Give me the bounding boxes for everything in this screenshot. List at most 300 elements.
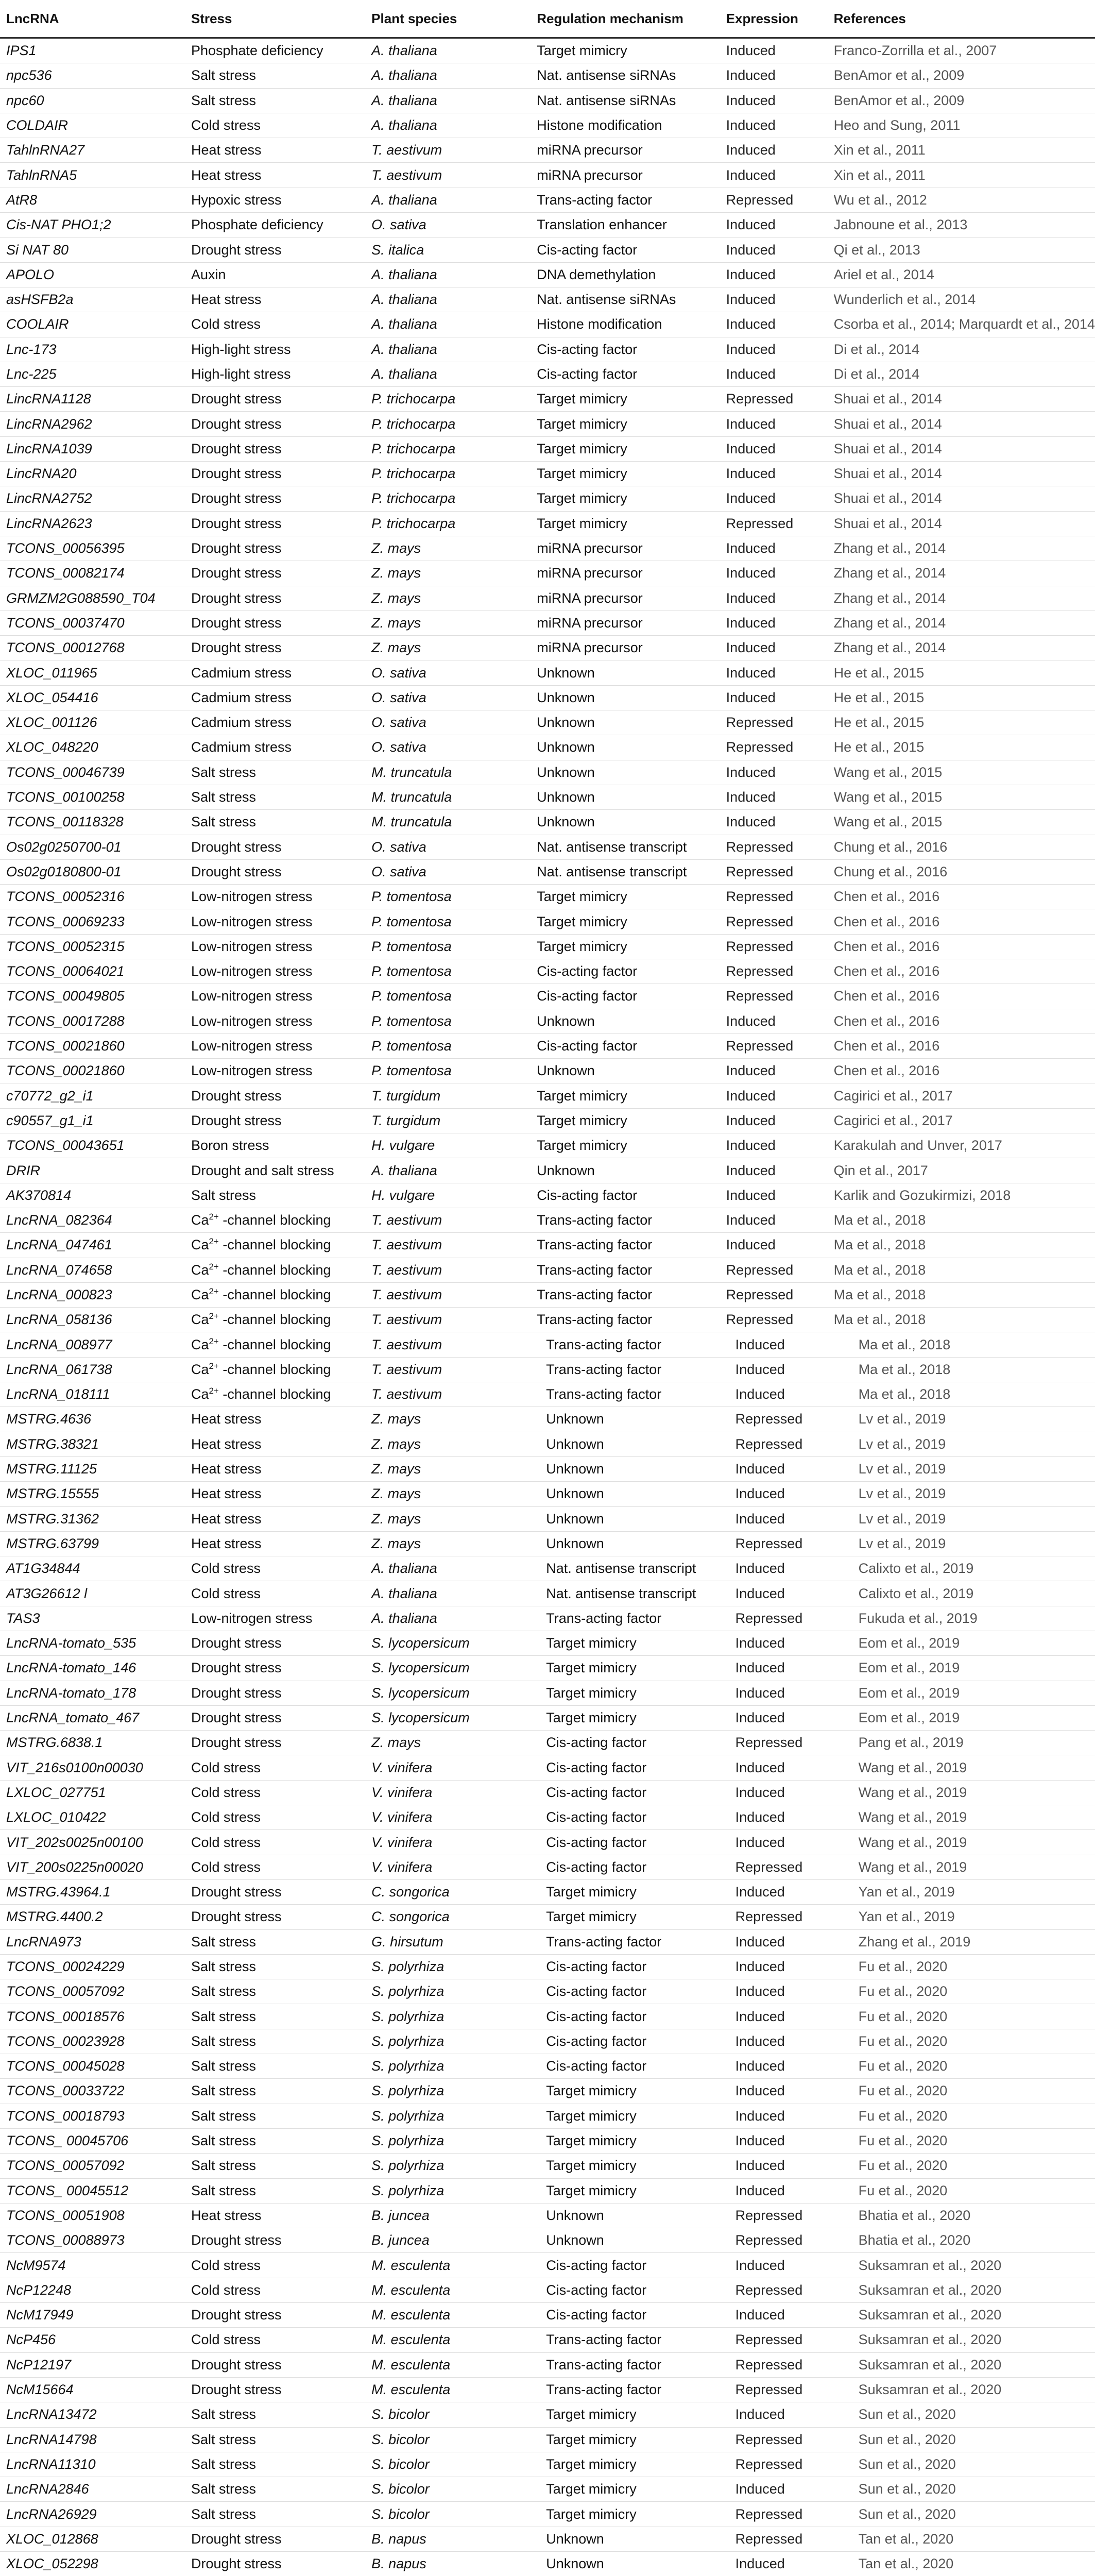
cell-expression: Induced (720, 1979, 828, 2004)
cell-plant-species: S. lycopersicum (365, 1705, 531, 1730)
cell-reference: BenAmor et al., 2009 (828, 88, 1095, 113)
table-row (0, 1482, 1095, 1506)
table-row (0, 2527, 1095, 2551)
cell-plant-species: A. thaliana (365, 262, 531, 287)
cell-expression: Induced (720, 1158, 828, 1183)
table-row (0, 163, 1095, 188)
cell-regulation-mechanism: Unknown (531, 685, 720, 710)
cell-lncrna: TCONS_00057092 (0, 2154, 185, 2178)
cell-regulation-mechanism: Cis-acting factor (531, 2278, 720, 2302)
cell-stress: Salt stress (185, 1929, 365, 1954)
cell-lncrna: AT3G26612 l (0, 1581, 185, 1606)
table-row (0, 312, 1095, 337)
cell-reference: Shuai et al., 2014 (828, 511, 1095, 536)
cell-stress: Cadmium stress (185, 735, 365, 760)
table-row (0, 859, 1095, 884)
cell-stress: Salt stress (185, 63, 365, 88)
cell-reference: Chung et al., 2016 (828, 859, 1095, 884)
cell-stress: Drought stress (185, 835, 365, 859)
cell-stress: $Ca^{2+}$ -channel blocking (185, 1233, 365, 1258)
cell-reference: Wunderlich et al., 2014 (828, 287, 1095, 312)
cell-plant-species: M. truncatula (365, 760, 531, 785)
cell-expression: Induced (720, 2178, 828, 2203)
cell-expression: Repressed (720, 1258, 828, 1282)
cell-expression: Induced (720, 1631, 828, 1656)
cell-lncrna: DRIR (0, 1158, 185, 1183)
cell-reference: Franco-Zorrilla et al., 2007 (828, 38, 1095, 63)
cell-lncrna: LncRNA11310 (0, 2452, 185, 2477)
table-row (0, 1183, 1095, 1208)
cell-stress: Drought stress (185, 1705, 365, 1730)
cell-lncrna: LncRNA-tomato_535 (0, 1631, 185, 1656)
cell-stress: Salt stress (185, 2452, 365, 2477)
cell-plant-species: S. lycopersicum (365, 1656, 531, 1681)
cell-stress: Heat stress (185, 287, 365, 312)
cell-expression: Induced (720, 1556, 828, 1581)
cell-regulation-mechanism: Target mimicry (531, 38, 720, 63)
cell-reference: Jabnoune et al., 2013 (828, 213, 1095, 238)
cell-plant-species: P. tomentosa (365, 959, 531, 984)
cell-expression: Repressed (720, 2278, 828, 2302)
cell-plant-species: Z. mays (365, 611, 531, 635)
cell-expression: Repressed (720, 1407, 828, 1432)
cell-expression: Induced (720, 1681, 828, 1705)
cell-stress: Phosphate deficiency (185, 213, 365, 238)
table-row (0, 1905, 1095, 1929)
cell-reference: Ma et al., 2018 (828, 1233, 1095, 1258)
cell-reference: Bhatia et al., 2020 (828, 2203, 1095, 2228)
cell-stress: Drought stress (185, 462, 365, 486)
cell-stress: Heat stress (185, 138, 365, 163)
cell-expression: Induced (720, 1332, 828, 1357)
cell-lncrna: npc536 (0, 63, 185, 88)
table-row (0, 362, 1095, 386)
cell-lncrna: LncRNA-tomato_178 (0, 1681, 185, 1705)
cell-expression: Repressed (720, 934, 828, 959)
cell-expression: Induced (720, 163, 828, 188)
cell-lncrna: TCONS_00018793 (0, 2104, 185, 2128)
cell-lncrna: MSTRG.31362 (0, 1506, 185, 1531)
table-row (0, 1979, 1095, 2004)
cell-lncrna: Os02g0250700-01 (0, 835, 185, 859)
cell-stress: Drought stress (185, 2303, 365, 2328)
cell-expression: Repressed (720, 885, 828, 909)
cell-stress: Low-nitrogen stress (185, 885, 365, 909)
table-row (0, 1506, 1095, 1531)
cell-plant-species: G. hirsutum (365, 1929, 531, 1954)
cell-plant-species: M. esculenta (365, 2303, 531, 2328)
cell-stress: Cold stress (185, 1830, 365, 1855)
cell-lncrna: XLOC_052298 (0, 2551, 185, 2576)
cell-reference: Fu et al., 2020 (828, 2178, 1095, 2203)
table-row (0, 462, 1095, 486)
cell-lncrna: TCONS_00021860 (0, 1033, 185, 1058)
cell-expression: Repressed (720, 1531, 828, 1556)
cell-plant-species: P. tomentosa (365, 909, 531, 934)
cell-expression: Induced (720, 586, 828, 611)
cell-reference: Chen et al., 2016 (828, 959, 1095, 984)
cell-plant-species: B. juncea (365, 2228, 531, 2253)
cell-plant-species: O. sativa (365, 660, 531, 685)
cell-regulation-mechanism: Nat. antisense transcript (531, 859, 720, 884)
cell-reference: Fukuda et al., 2019 (828, 1606, 1095, 1631)
table-row (0, 2402, 1095, 2427)
cell-expression: Induced (720, 88, 828, 113)
cell-expression: Repressed (720, 2377, 828, 2402)
cell-lncrna: TCONS_00024229 (0, 1954, 185, 1979)
cell-plant-species: A. thaliana (365, 287, 531, 312)
cell-reference: Tan et al., 2020 (828, 2551, 1095, 2576)
cell-stress: Salt stress (185, 2104, 365, 2128)
cell-lncrna: TCONS_00082174 (0, 561, 185, 586)
table-row (0, 1432, 1095, 1456)
cell-stress: Salt stress (185, 785, 365, 809)
cell-reference: Yan et al., 2019 (828, 1905, 1095, 1929)
cell-regulation-mechanism: Nat. antisense transcript (531, 1556, 720, 1581)
cell-expression: Induced (720, 2477, 828, 2502)
cell-reference: Suksamran et al., 2020 (828, 2328, 1095, 2352)
cell-reference: Sun et al., 2020 (828, 2427, 1095, 2452)
cell-plant-species: S. polyrhiza (365, 2054, 531, 2079)
cell-plant-species: C. songorica (365, 1879, 531, 1904)
cell-lncrna: TCONS_00046739 (0, 760, 185, 785)
cell-regulation-mechanism: Target mimicry (531, 2178, 720, 2203)
cell-stress: Low-nitrogen stress (185, 959, 365, 984)
cell-regulation-mechanism: Nat. antisense siRNAs (531, 88, 720, 113)
cell-regulation-mechanism: Cis-acting factor (531, 984, 720, 1009)
table-row (0, 2128, 1095, 2153)
table-row (0, 387, 1095, 412)
table-row (0, 1456, 1095, 1481)
cell-plant-species: Z. mays (365, 1407, 531, 1432)
cell-plant-species: P. trichocarpa (365, 486, 531, 511)
cell-stress: Drought stress (185, 561, 365, 586)
cell-expression: Induced (720, 785, 828, 809)
cell-plant-species: O. sativa (365, 835, 531, 859)
cell-reference: Xin et al., 2011 (828, 138, 1095, 163)
cell-reference: Wu et al., 2012 (828, 188, 1095, 212)
cell-lncrna: XLOC_001126 (0, 710, 185, 735)
table-row (0, 2004, 1095, 2029)
cell-stress: Cold stress (185, 1755, 365, 1780)
table-row (0, 810, 1095, 835)
cell-regulation-mechanism: Target mimicry (531, 436, 720, 461)
cell-plant-species: M. esculenta (365, 2352, 531, 2377)
cell-lncrna: LincRNA2962 (0, 412, 185, 436)
cell-reference: He et al., 2015 (828, 735, 1095, 760)
cell-regulation-mechanism: Unknown (531, 2527, 720, 2551)
cell-reference: He et al., 2015 (828, 685, 1095, 710)
cell-stress: Salt stress (185, 2128, 365, 2153)
cell-reference: Zhang et al., 2014 (828, 611, 1095, 635)
cell-lncrna: TCONS_00037470 (0, 611, 185, 635)
cell-lncrna: IPS1 (0, 38, 185, 63)
cell-stress: Drought stress (185, 586, 365, 611)
cell-regulation-mechanism: DNA demethylation (531, 262, 720, 287)
cell-plant-species: Z. mays (365, 586, 531, 611)
cell-reference: Pang et al., 2019 (828, 1731, 1095, 1755)
table-row (0, 2104, 1095, 2128)
cell-stress: Drought stress (185, 1905, 365, 1929)
cell-lncrna: TCONS_00043651 (0, 1133, 185, 1158)
cell-lncrna: TahlnRNA27 (0, 138, 185, 163)
cell-plant-species: S. bicolor (365, 2477, 531, 2502)
cell-reference: Fu et al., 2020 (828, 2128, 1095, 2153)
cell-stress: Cold stress (185, 1556, 365, 1581)
table-row (0, 486, 1095, 511)
cell-expression: Induced (720, 2079, 828, 2104)
cell-expression: Induced (720, 2253, 828, 2278)
table-row (0, 1009, 1095, 1033)
cell-expression: Induced (720, 486, 828, 511)
cell-regulation-mechanism: Cis-acting factor (531, 2029, 720, 2054)
cell-expression: Induced (720, 1208, 828, 1232)
cell-expression: Induced (720, 2154, 828, 2178)
cell-plant-species: Z. mays (365, 561, 531, 586)
cell-expression: Repressed (720, 2203, 828, 2228)
table-row (0, 1581, 1095, 1606)
cell-regulation-mechanism: Target mimicry (531, 462, 720, 486)
cell-regulation-mechanism: Cis-acting factor (531, 1979, 720, 2004)
cell-lncrna: Si NAT 80 (0, 238, 185, 262)
cell-lncrna: MSTRG.15555 (0, 1482, 185, 1506)
cell-stress: Drought stress (185, 1879, 365, 1904)
cell-expression: Induced (720, 1382, 828, 1407)
cell-regulation-mechanism: Target mimicry (531, 1631, 720, 1656)
cell-stress: Salt stress (185, 2154, 365, 2178)
cell-expression: Repressed (720, 1855, 828, 1879)
cell-reference: Fu et al., 2020 (828, 2029, 1095, 2054)
cell-reference: Ma et al., 2018 (828, 1357, 1095, 1382)
cell-regulation-mechanism: Target mimicry (531, 2502, 720, 2527)
cell-expression: Induced (720, 2551, 828, 2576)
cell-regulation-mechanism: Trans-acting factor (531, 1929, 720, 1954)
cell-regulation-mechanism: Target mimicry (531, 1705, 720, 1730)
cell-regulation-mechanism: Cis-acting factor (531, 337, 720, 362)
cell-reference: Shuai et al., 2014 (828, 412, 1095, 436)
cell-regulation-mechanism: Unknown (531, 810, 720, 835)
cell-stress: Heat stress (185, 1407, 365, 1432)
cell-expression: Induced (720, 213, 828, 238)
cell-reference: Chung et al., 2016 (828, 835, 1095, 859)
cell-lncrna: c90557_g1_i1 (0, 1108, 185, 1133)
cell-plant-species: T. aestivum (365, 1208, 531, 1232)
cell-expression: Induced (720, 536, 828, 561)
cell-plant-species: T. aestivum (365, 1357, 531, 1382)
cell-reference: Shuai et al., 2014 (828, 387, 1095, 412)
cell-stress: $Ca^{2+}$ -channel blocking (185, 1332, 365, 1357)
table-row (0, 2427, 1095, 2452)
cell-plant-species: B. napus (365, 2551, 531, 2576)
table-row (0, 63, 1095, 88)
cell-expression: Repressed (720, 1905, 828, 1929)
cell-expression: Repressed (720, 835, 828, 859)
table-row (0, 735, 1095, 760)
cell-expression: Induced (720, 63, 828, 88)
cell-lncrna: LncRNA14798 (0, 2427, 185, 2452)
cell-reference: Qin et al., 2017 (828, 1158, 1095, 1183)
table-row (0, 2328, 1095, 2352)
cell-lncrna: LncRNA_000823 (0, 1282, 185, 1307)
cell-expression: Repressed (720, 511, 828, 536)
cell-stress: $Ca^{2+}$ -channel blocking (185, 1258, 365, 1282)
table-row (0, 1606, 1095, 1631)
cell-reference: Shuai et al., 2014 (828, 436, 1095, 461)
cell-reference: Ma et al., 2018 (828, 1208, 1095, 1232)
cell-plant-species: A. thaliana (365, 38, 531, 63)
cell-plant-species: S. bicolor (365, 2402, 531, 2427)
cell-lncrna: NcP12248 (0, 2278, 185, 2302)
cell-plant-species: S. polyrhiza (365, 2079, 531, 2104)
table-row (0, 337, 1095, 362)
table-row (0, 2203, 1095, 2228)
cell-regulation-mechanism: Unknown (531, 660, 720, 685)
cell-regulation-mechanism: Target mimicry (531, 2104, 720, 2128)
cell-plant-species: S. polyrhiza (365, 2029, 531, 2054)
cell-lncrna: LincRNA20 (0, 462, 185, 486)
cell-reference: Chen et al., 2016 (828, 885, 1095, 909)
cell-expression: Induced (720, 2104, 828, 2128)
cell-expression: Induced (720, 1183, 828, 1208)
cell-regulation-mechanism: Unknown (531, 1158, 720, 1183)
cell-reference: Zhang et al., 2019 (828, 1929, 1095, 1954)
cell-stress: Cold stress (185, 1855, 365, 1879)
cell-expression: Repressed (720, 1731, 828, 1755)
cell-expression: Induced (720, 1929, 828, 1954)
table-row (0, 1780, 1095, 1805)
cell-plant-species: T. aestivum (365, 163, 531, 188)
cell-regulation-mechanism: Cis-acting factor (531, 1033, 720, 1058)
cell-plant-species: S. polyrhiza (365, 2178, 531, 2203)
cell-expression: Repressed (720, 2352, 828, 2377)
cell-expression: Induced (720, 312, 828, 337)
cell-expression: Induced (720, 2054, 828, 2079)
cell-reference: Cagirici et al., 2017 (828, 1108, 1095, 1133)
cell-expression: Induced (720, 1879, 828, 1904)
header-plant-species: Plant species (365, 0, 531, 38)
cell-plant-species: S. polyrhiza (365, 1954, 531, 1979)
cell-stress: Salt stress (185, 1183, 365, 1208)
cell-plant-species: A. thaliana (365, 337, 531, 362)
cell-reference: Eom et al., 2019 (828, 1681, 1095, 1705)
cell-expression: Induced (720, 1780, 828, 1805)
cell-plant-species: O. sativa (365, 735, 531, 760)
cell-stress: Drought stress (185, 1731, 365, 1755)
cell-regulation-mechanism: Cis-acting factor (531, 2004, 720, 2029)
cell-expression: Repressed (720, 859, 828, 884)
cell-stress: Low-nitrogen stress (185, 1009, 365, 1033)
cell-plant-species: S. polyrhiza (365, 2104, 531, 2128)
cell-regulation-mechanism: Target mimicry (531, 2079, 720, 2104)
cell-reference: Suksamran et al., 2020 (828, 2352, 1095, 2377)
cell-plant-species: P. trichocarpa (365, 387, 531, 412)
table-row (0, 536, 1095, 561)
cell-regulation-mechanism: Trans-acting factor (531, 188, 720, 212)
cell-plant-species: P. tomentosa (365, 885, 531, 909)
cell-expression: Induced (720, 1456, 828, 1481)
cell-regulation-mechanism: Trans-acting factor (531, 1332, 720, 1357)
cell-lncrna: TCONS_00052315 (0, 934, 185, 959)
cell-stress: Heat stress (185, 1482, 365, 1506)
cell-reference: Suksamran et al., 2020 (828, 2377, 1095, 2402)
cell-regulation-mechanism: Histone modification (531, 312, 720, 337)
cell-plant-species: P. trichocarpa (365, 462, 531, 486)
cell-lncrna: asHSFB2a (0, 287, 185, 312)
cell-lncrna: LncRNA_058136 (0, 1308, 185, 1332)
cell-lncrna: TCONS_00023928 (0, 2029, 185, 2054)
cell-reference: Lv et al., 2019 (828, 1482, 1095, 1506)
cell-stress: High-light stress (185, 337, 365, 362)
cell-stress: Cold stress (185, 1581, 365, 1606)
cell-expression: Repressed (720, 2452, 828, 2477)
cell-stress: Drought stress (185, 387, 365, 412)
cell-regulation-mechanism: miRNA precursor (531, 138, 720, 163)
cell-stress: $Ca^{2+}$ -channel blocking (185, 1282, 365, 1307)
cell-stress: Salt stress (185, 2427, 365, 2452)
cell-expression: Induced (720, 287, 828, 312)
cell-plant-species: S. bicolor (365, 2502, 531, 2527)
table-row (0, 2178, 1095, 2203)
table-row (0, 1308, 1095, 1332)
cell-plant-species: S. italica (365, 238, 531, 262)
table-row (0, 511, 1095, 536)
table-row (0, 436, 1095, 461)
cell-regulation-mechanism: Target mimicry (531, 2477, 720, 2502)
cell-expression: Repressed (720, 2527, 828, 2551)
cell-reference: Zhang et al., 2014 (828, 586, 1095, 611)
cell-reference: Csorba et al., 2014; Marquardt et al., 2014 (828, 312, 1095, 337)
table-row (0, 1158, 1095, 1183)
cell-lncrna: TCONS_00100258 (0, 785, 185, 809)
cell-lncrna: LncRNA_082364 (0, 1208, 185, 1232)
table-row (0, 1059, 1095, 1083)
table-row (0, 38, 1095, 63)
table-row (0, 2278, 1095, 2302)
cell-stress: Low-nitrogen stress (185, 934, 365, 959)
cell-plant-species: P. tomentosa (365, 1059, 531, 1083)
cell-regulation-mechanism: Target mimicry (531, 1133, 720, 1158)
cell-lncrna: TCONS_00012768 (0, 636, 185, 660)
cell-reference: Di et al., 2014 (828, 337, 1095, 362)
table-row (0, 2377, 1095, 2402)
table-row (0, 238, 1095, 262)
cell-reference: Chen et al., 2016 (828, 1033, 1095, 1058)
cell-regulation-mechanism: Cis-acting factor (531, 1755, 720, 1780)
cell-regulation-mechanism: Unknown (531, 785, 720, 809)
cell-plant-species: A. thaliana (365, 1556, 531, 1581)
cell-plant-species: O. sativa (365, 859, 531, 884)
cell-reference: Lv et al., 2019 (828, 1432, 1095, 1456)
cell-lncrna: XLOC_054416 (0, 685, 185, 710)
cell-stress: Salt stress (185, 2402, 365, 2427)
cell-stress: Low-nitrogen stress (185, 1606, 365, 1631)
cell-reference: Chen et al., 2016 (828, 1009, 1095, 1033)
cell-lncrna: GRMZM2G088590_T04 (0, 586, 185, 611)
cell-lncrna: MSTRG.63799 (0, 1531, 185, 1556)
cell-expression: Induced (720, 1009, 828, 1033)
cell-reference: Ma et al., 2018 (828, 1332, 1095, 1357)
cell-stress: Drought stress (185, 436, 365, 461)
table-row (0, 1133, 1095, 1158)
cell-lncrna: XLOC_012868 (0, 2527, 185, 2551)
table-row (0, 1731, 1095, 1755)
table-header (0, 0, 1095, 38)
cell-stress: Low-nitrogen stress (185, 984, 365, 1009)
cell-reference: Ma et al., 2018 (828, 1282, 1095, 1307)
table-row (0, 2154, 1095, 2178)
cell-stress: Cold stress (185, 2278, 365, 2302)
table-row (0, 188, 1095, 212)
